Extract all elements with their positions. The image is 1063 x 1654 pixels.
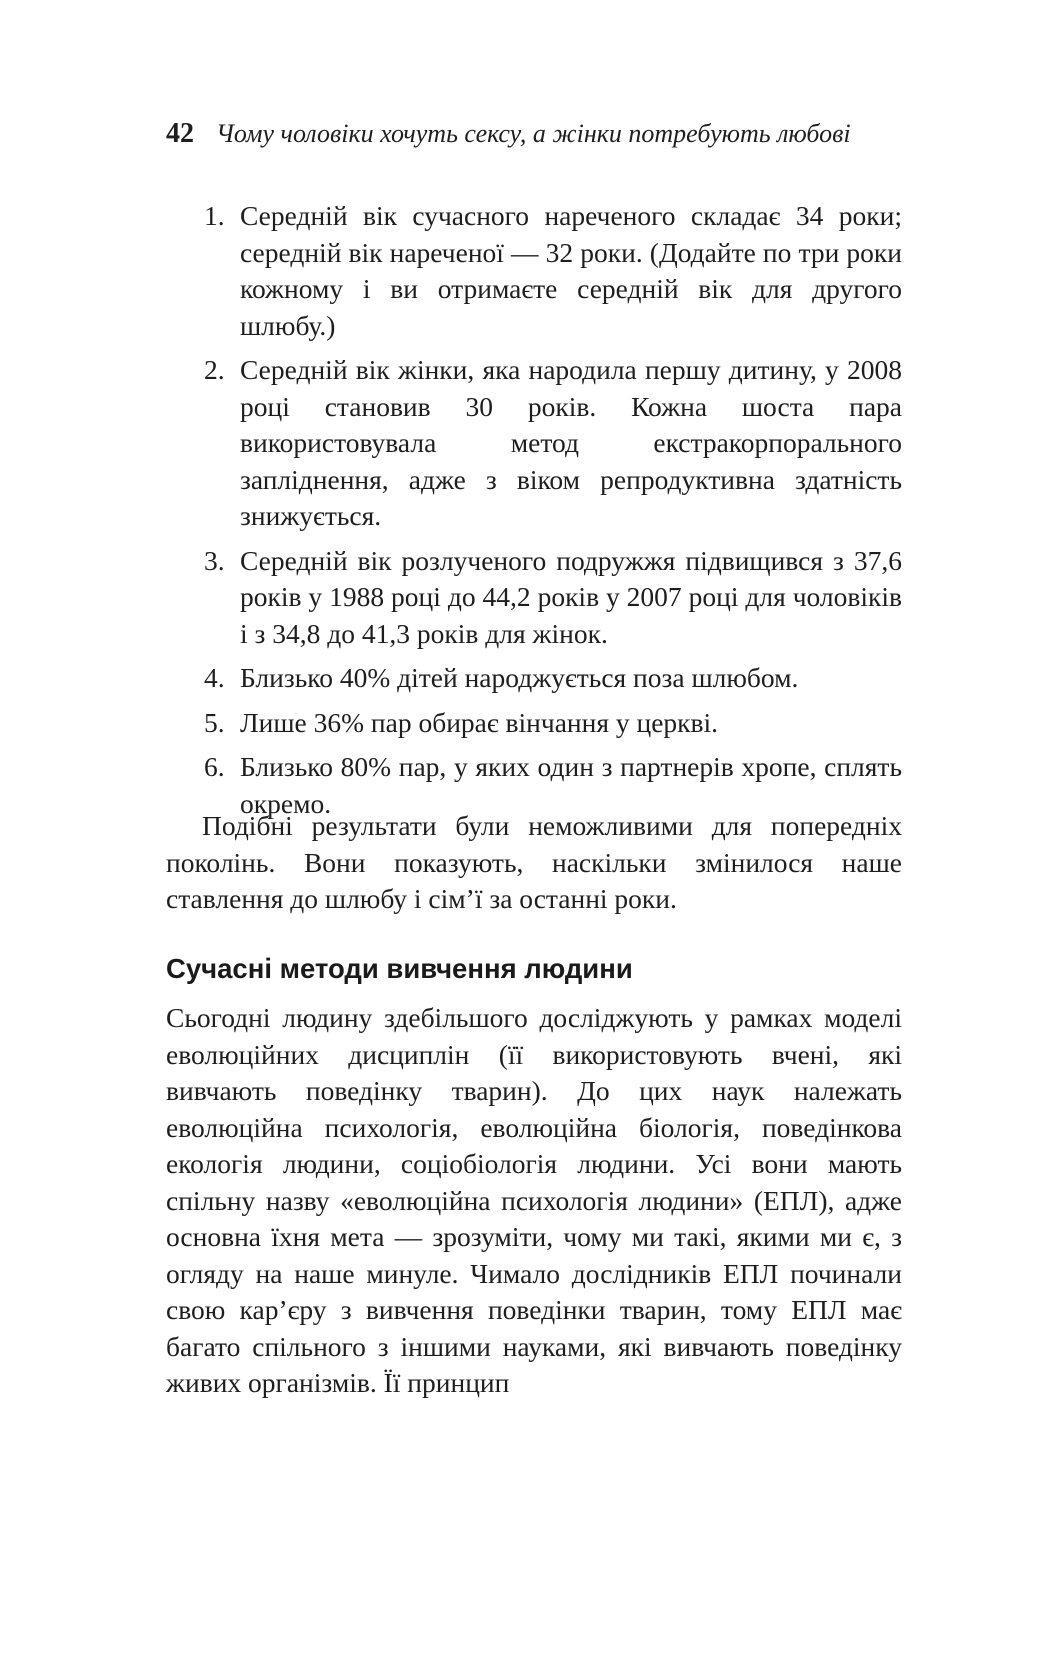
list-number: 2. <box>204 354 225 385</box>
running-head <box>166 118 926 150</box>
book-title: Чому чоловіки хочуть сексу, а жінки потребують любові <box>216 119 851 148</box>
body-paragraph: Сьогодні людину здебільшого досліджують у рамках моделі еволюційних дисциплін (її використовують вчені, які вивчають поведінку тварин). До цих наук належать еволюційна психологія, еволюційна біологія, поведінкова екологія людини, соціобіологія людини. Усі вони мають спільну назву «еволюційна психологія людини» (ЕПЛ), адже основна їхня мета — зрозуміти, чому ми такі, якими ми є, з огляду на наше минуле. Чимало дослідників ЕПЛ починали свою кар’єру з вивчення поведінки тварин, тому ЕПЛ має багато спільного з іншими науками, які вивчають поведінку живих організмів. Її принцип <box>166 1002 902 1398</box>
list-number: 4. <box>204 662 225 693</box>
list-number: 3. <box>204 544 225 576</box>
list-number: 6. <box>204 751 225 782</box>
list-text: Середній вік жінки, яка народила першу дитину, у 2008 році становив 30 років. Кожна шоста пара використовувала метод екстракорпорального запліднення, адже з віком репродуктивна здатність знижується. <box>240 354 902 531</box>
list-text: Близько 80% пар, у яких один з партнерів хропе, сплять окремо. <box>240 751 902 819</box>
list-item <box>166 198 902 344</box>
list-number: 1. <box>204 200 225 231</box>
section-heading: Сучасні методи вивчення людини <box>166 953 633 984</box>
list-text: Середній вік розлученого подружжя підвищився з 37,6 років у 1988 році до 44,2 років у 2007 році для чоловіків і з 34,8 до 41,3 років для жінок. <box>240 544 902 649</box>
list-item <box>166 352 902 535</box>
page-number: 42 <box>166 118 194 149</box>
statistics-list <box>166 198 902 830</box>
list-number: 5. <box>204 706 225 738</box>
list-item <box>166 705 902 742</box>
list-item <box>166 543 902 653</box>
list-text: Середній вік сучасного нареченого складає 34 роки; середній вік нареченої — 32 роки. (Додайте по три роки кожному і ви отримаєте середній вік для другого шлюбу.) <box>240 200 902 341</box>
list-text: Лише 36% пар обирає вінчання у церкві. <box>240 706 719 738</box>
list-text: Близько 40% дітей народжується поза шлюбом. <box>240 662 799 693</box>
body-paragraph: Подібні результати були неможливими для попередніх поколінь. Вони показують, наскільки змінилося наше ставлення до шлюбу і сім’ї за останні роки. <box>166 810 902 914</box>
list-item <box>166 660 902 697</box>
